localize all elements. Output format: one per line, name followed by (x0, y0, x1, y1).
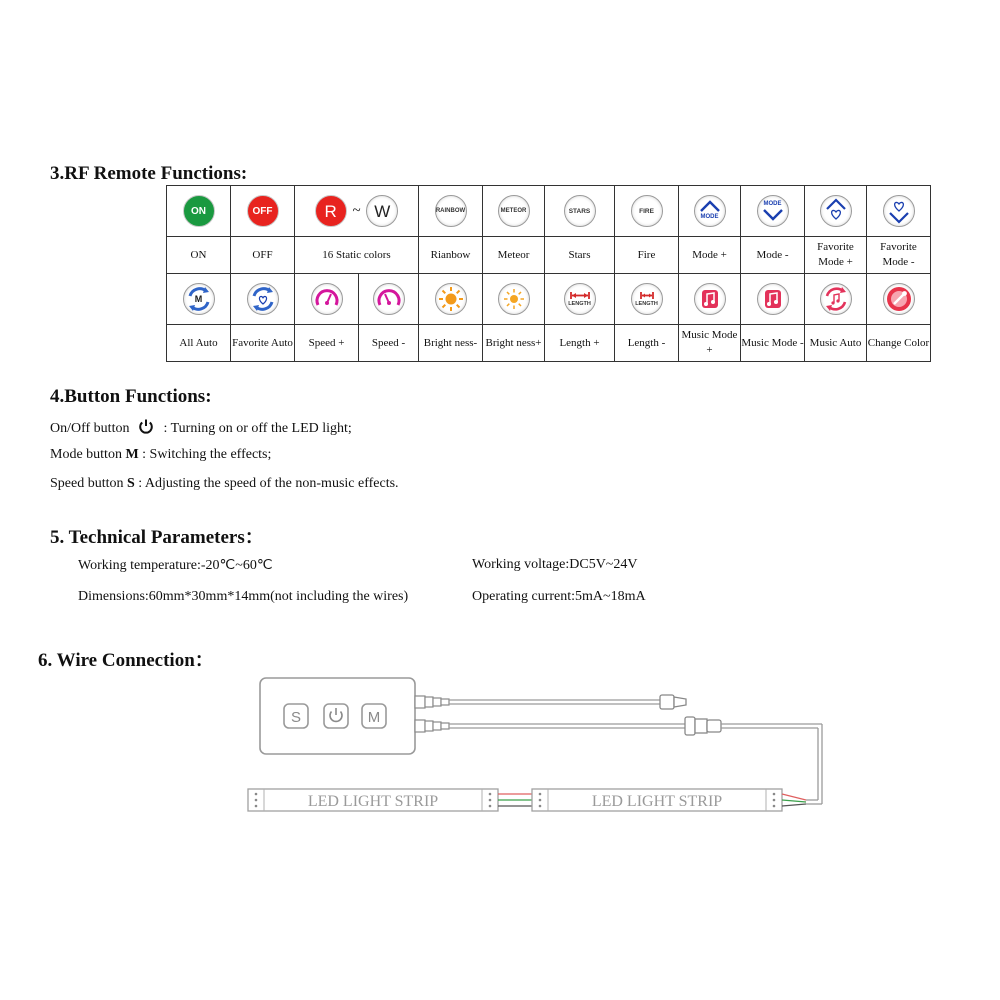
mode-down-icon: MODE (757, 195, 789, 227)
power-icon (138, 418, 154, 434)
led-strip-1 (248, 789, 498, 811)
label-favorite-auto: Favorite Auto (231, 325, 295, 362)
operating-current: Operating current:5mA~18mA (472, 589, 646, 604)
label-mode-minus: Mode - (741, 237, 805, 274)
svg-text:S: S (290, 709, 302, 726)
mode-button-prefix: Mode button (50, 447, 122, 462)
red-color-icon: R (315, 195, 347, 227)
length-up-icon: LENGTH (564, 283, 596, 315)
label-brightness-minus: Bright ness- (419, 325, 483, 362)
cell-length-plus-icon (545, 274, 615, 325)
speed-button-key: S (127, 476, 135, 491)
brightness-up-icon (498, 283, 530, 315)
label-speed-minus: Speed - (359, 325, 419, 362)
cell-fav-mode-minus-icon (867, 186, 931, 237)
change-color-icon (883, 283, 915, 315)
label-on: ON (167, 237, 231, 274)
led-strip-2 (532, 789, 782, 811)
onoff-button-description: : Turning on or off the LED light; (163, 421, 352, 436)
label-rainbow: Rianbow (419, 237, 483, 274)
cell-length-minus-icon (615, 274, 679, 325)
length-down-icon: LENGTH (631, 283, 663, 315)
label-speed-plus: Speed + (295, 325, 359, 362)
range-tilde: ~ (352, 202, 361, 219)
cable-strain-relief (415, 696, 449, 732)
on-button-icon: ON (183, 195, 215, 227)
svg-text:M: M (367, 709, 381, 726)
technical-parameters-title: 5. Technical Parameters： (50, 527, 264, 548)
fire-icon: FIRE (631, 195, 663, 227)
wire-connection-diagram (240, 668, 840, 828)
cell-brightness-plus-icon (483, 274, 545, 325)
mode-up-icon: MODE (694, 195, 726, 227)
cell-stars-icon (545, 186, 615, 237)
onoff-button-line (50, 418, 352, 437)
favorite-up-icon (820, 195, 852, 227)
label-change-color: Change Color (867, 325, 931, 362)
rainbow-icon: RAINBOW (435, 195, 467, 227)
stars-icon: STARS (564, 195, 596, 227)
label-music-auto: Music Auto (805, 325, 867, 362)
cell-speed-minus-icon (359, 274, 419, 325)
cell-favorite-auto-icon (231, 274, 295, 325)
cell-fire-icon (615, 186, 679, 237)
cell-on-icon (167, 186, 231, 237)
favorite-down-icon (883, 195, 915, 227)
cell-fav-mode-plus-icon (805, 186, 867, 237)
led-strip-2-label: LED LIGHT STRIP (591, 793, 723, 810)
label-length-minus: Length - (615, 325, 679, 362)
label-brightness-plus: Bright ness+ (483, 325, 545, 362)
cell-meteor-icon (483, 186, 545, 237)
label-fav-mode-plus: Favorite Mode + (805, 237, 867, 274)
meteor-icon: METEOR (498, 195, 530, 227)
label-static-colors: 16 Static colors (295, 237, 419, 274)
label-off: OFF (231, 237, 295, 274)
cell-brightness-minus-icon (419, 274, 483, 325)
label-length-plus: Length + (545, 325, 615, 362)
cell-speed-plus-icon (295, 274, 359, 325)
cell-music-mode-minus-icon (741, 274, 805, 325)
rf-remote-table (166, 185, 931, 362)
cell-off-icon (231, 186, 295, 237)
music-mode-down-icon (757, 283, 789, 315)
led-strip-1-label: LED LIGHT STRIP (307, 793, 439, 810)
cell-mode-plus-icon (679, 186, 741, 237)
label-all-auto: All Auto (167, 325, 231, 362)
cell-mode-minus-icon (741, 186, 805, 237)
speed-button-prefix: Speed button (50, 476, 124, 491)
off-button-icon: OFF (247, 195, 279, 227)
label-music-mode-plus: Music Mode + (679, 325, 741, 362)
music-auto-icon (820, 283, 852, 315)
mode-button-line (50, 447, 271, 463)
speed-button-line (50, 476, 399, 492)
wire-connection-title: 6. Wire Connection： (38, 650, 214, 671)
m-button-icon (362, 704, 386, 728)
strip-input-wires (782, 794, 806, 806)
label-mode-plus: Mode + (679, 237, 741, 274)
cell-change-color-icon (867, 274, 931, 325)
speed-up-icon (311, 283, 343, 315)
button-functions-title: 4.Button Functions: (50, 386, 212, 407)
label-meteor: Meteor (483, 237, 545, 274)
cell-music-auto-icon (805, 274, 867, 325)
mode-button-description: : Switching the effects; (142, 447, 272, 462)
cell-rainbow-icon (419, 186, 483, 237)
working-temperature: Working temperature:-20℃~60℃ (78, 558, 273, 573)
dc-plug-icon (660, 695, 686, 709)
cell-all-auto-icon (167, 274, 231, 325)
label-music-mode-minus: Music Mode - (741, 325, 805, 362)
onoff-button-prefix: On/Off button (50, 421, 130, 436)
speed-down-icon (373, 283, 405, 315)
favorite-auto-icon (247, 283, 279, 315)
label-fire: Fire (615, 237, 679, 274)
cell-music-mode-plus-icon (679, 274, 741, 325)
working-voltage: Working voltage:DC5V~24V (472, 557, 638, 572)
dimensions: Dimensions:60mm*30mm*14mm(not including the wires) (78, 589, 409, 604)
label-fav-mode-minus: Favorite Mode - (867, 237, 931, 274)
white-color-icon: W (366, 195, 398, 227)
label-stars: Stars (545, 237, 615, 274)
rf-remote-title: 3.RF Remote Functions: (50, 163, 248, 184)
s-button-icon (284, 704, 308, 728)
mode-button-key: M (125, 447, 139, 462)
power-button-icon (324, 704, 348, 728)
cell-static-colors-icon (295, 186, 419, 237)
brightness-down-icon (435, 283, 467, 315)
strip-connector-icon (685, 717, 721, 735)
music-mode-up-icon (694, 283, 726, 315)
speed-button-description: : Adjusting the speed of the non-music effects. (138, 476, 399, 491)
all-auto-icon: M (183, 283, 215, 315)
strip-jumper-wires (498, 794, 532, 806)
